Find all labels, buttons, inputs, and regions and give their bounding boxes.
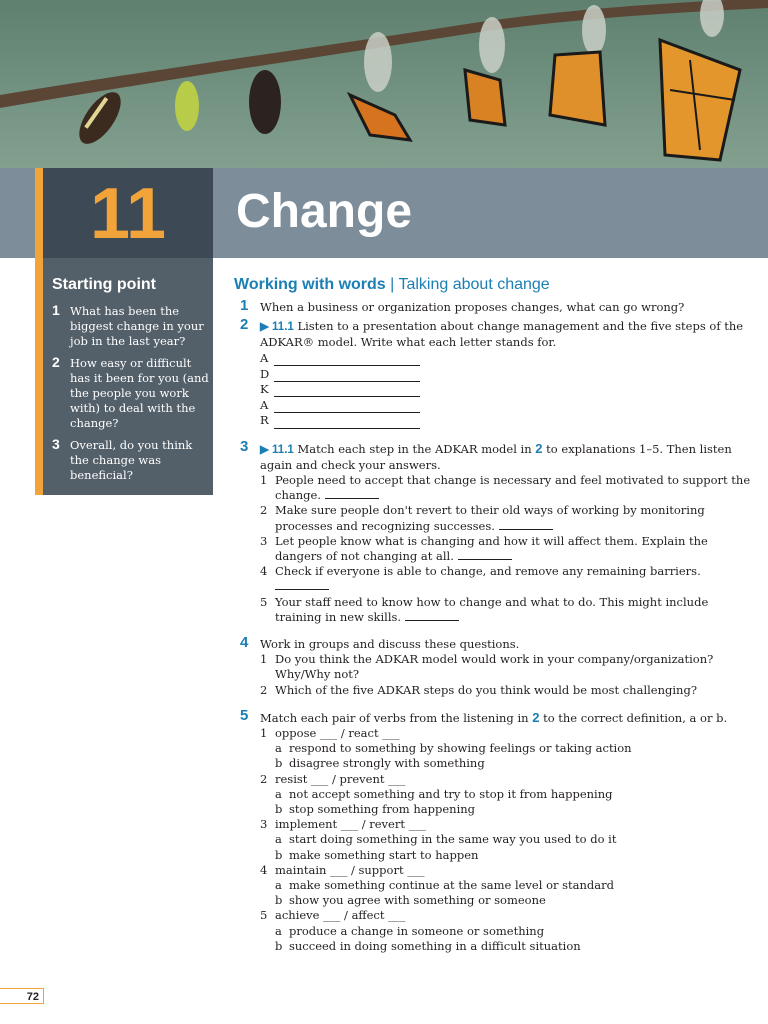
item-number: 2 bbox=[260, 682, 268, 697]
exercise-number: 5 bbox=[240, 706, 249, 724]
exercise-4 bbox=[234, 634, 754, 698]
option-a bbox=[260, 787, 754, 802]
list-item bbox=[260, 534, 754, 564]
starting-point-question bbox=[52, 438, 210, 482]
option-b bbox=[260, 848, 754, 863]
exercise-5 bbox=[234, 706, 754, 954]
letter: A bbox=[260, 351, 269, 365]
question-text: What has been the biggest change in your job in the last year? bbox=[70, 304, 204, 348]
option-b bbox=[260, 893, 754, 908]
option-a bbox=[260, 832, 754, 847]
option-letter: b bbox=[275, 802, 283, 817]
exercise-number: 3 bbox=[240, 437, 249, 455]
item-number: 1 bbox=[260, 726, 268, 741]
option-a bbox=[260, 924, 754, 939]
item-text: achieve ___ / affect ___ bbox=[275, 908, 406, 923]
item-number: 5 bbox=[260, 908, 268, 923]
option-text: start doing something in the same way you used to do it bbox=[289, 832, 617, 847]
exercise-instruction: Match each step in the ADKAR model in bbox=[293, 441, 536, 456]
section-heading-bold: Working with words bbox=[234, 276, 386, 293]
option-b bbox=[260, 756, 754, 771]
item-number: 3 bbox=[260, 533, 268, 548]
letter: R bbox=[260, 413, 269, 428]
item-text: maintain ___ / support ___ bbox=[275, 862, 425, 877]
option-letter: b bbox=[275, 847, 283, 862]
exercise-3 bbox=[234, 437, 754, 625]
exercise-instruction: When a business or organization proposes changes, what can go wrong? bbox=[260, 300, 685, 314]
list-item bbox=[260, 726, 754, 741]
unit-number: 11 bbox=[89, 174, 167, 254]
item-number: 2 bbox=[260, 503, 268, 518]
option-letter: b bbox=[275, 756, 283, 771]
answer-line bbox=[260, 413, 754, 429]
answer-line bbox=[260, 397, 754, 413]
exercise-number: 2 bbox=[240, 316, 249, 334]
list-item bbox=[260, 473, 754, 503]
orange-accent-strip bbox=[35, 168, 43, 495]
option-letter: a bbox=[275, 786, 282, 801]
option-text: respond to something by showing feelings or taking action bbox=[289, 741, 632, 756]
option-a bbox=[260, 741, 754, 756]
write-in-blank[interactable] bbox=[458, 549, 512, 560]
item-text: Do you think the ADKAR model would work in your company/organization? Why/Why not? bbox=[275, 652, 714, 682]
write-in-blank[interactable] bbox=[499, 519, 553, 530]
write-in-line[interactable] bbox=[274, 401, 420, 413]
exercise-reference: 2 bbox=[532, 709, 540, 725]
answer-line bbox=[260, 366, 754, 382]
option-letter: b bbox=[275, 938, 283, 953]
list-item bbox=[260, 683, 754, 698]
question-text: How easy or difficult has it been for you (and the people you work with) to deal with the change? bbox=[70, 356, 209, 430]
exercise-instruction: Match each pair of verbs from the listening in bbox=[260, 710, 533, 725]
list-item bbox=[260, 817, 754, 832]
option-letter: a bbox=[275, 741, 282, 756]
option-letter: a bbox=[275, 832, 282, 847]
list-item bbox=[260, 564, 754, 594]
option-letter: b bbox=[275, 893, 283, 908]
starting-point-question bbox=[52, 356, 210, 430]
list-item bbox=[260, 503, 754, 533]
option-text: not accept something and try to stop it from happening bbox=[289, 786, 613, 801]
option-text: disagree strongly with something bbox=[289, 756, 485, 771]
item-text: Check if everyone is able to change, and remove any remaining barriers. bbox=[275, 564, 701, 579]
main-content bbox=[234, 276, 754, 958]
audio-track-ref: ▶ 11.1 bbox=[260, 443, 294, 456]
list-item bbox=[260, 595, 754, 625]
item-text: implement ___ / revert ___ bbox=[275, 817, 426, 832]
section-heading-separator: | bbox=[385, 276, 399, 293]
write-in-blank[interactable] bbox=[275, 579, 329, 590]
exercise-instruction: to explanations 1–5. Then listen again and check your answers. bbox=[260, 441, 732, 472]
butterfly-metamorphosis-illustration bbox=[0, 0, 768, 168]
item-text: Which of the five ADKAR steps do you think would be most challenging? bbox=[275, 682, 697, 697]
item-text: resist ___ / prevent ___ bbox=[275, 771, 406, 786]
exercise-number: 4 bbox=[240, 634, 249, 652]
answer-line bbox=[260, 351, 754, 367]
item-number: 4 bbox=[260, 862, 268, 877]
banner-photo bbox=[0, 0, 768, 168]
write-in-line[interactable] bbox=[274, 385, 420, 397]
option-text: make something start to happen bbox=[289, 847, 479, 862]
section-heading bbox=[234, 276, 754, 294]
list-item bbox=[260, 652, 754, 682]
audio-track-ref: ▶ 11.1 bbox=[260, 321, 294, 334]
exercise-reference: 2 bbox=[535, 440, 543, 456]
unit-number-box bbox=[43, 168, 213, 258]
item-text: People need to accept that change is necessary and feel motivated to support the change. bbox=[275, 472, 751, 503]
page-number: 72 bbox=[0, 988, 44, 1004]
question-number: 1 bbox=[52, 302, 60, 318]
list-item bbox=[260, 772, 754, 787]
exercise-instruction: Listen to a presentation about change management and the five steps of the ADKAR® model. Write what each letter stands for. bbox=[260, 319, 744, 350]
item-number: 2 bbox=[260, 771, 268, 786]
write-in-blank[interactable] bbox=[405, 610, 459, 621]
starting-point-heading: Starting point bbox=[52, 276, 156, 293]
item-text: Make sure people don't revert to their old ways of working by monitoring processes and recognizing successes. bbox=[275, 503, 705, 533]
write-in-line[interactable] bbox=[274, 417, 420, 429]
option-b bbox=[260, 802, 754, 817]
unit-title: Change bbox=[236, 185, 413, 238]
option-text: make something continue at the same level or standard bbox=[289, 878, 615, 893]
option-a bbox=[260, 878, 754, 893]
answer-line bbox=[260, 382, 754, 398]
item-number: 5 bbox=[260, 594, 268, 609]
starting-point-question bbox=[52, 304, 210, 348]
exercise-instruction: to the correct definition, a or b. bbox=[539, 710, 728, 725]
option-text: stop something from happening bbox=[289, 802, 476, 817]
item-text: Let people know what is changing and how it will affect them. Explain the dangers of not changing at all. bbox=[275, 533, 708, 563]
item-number: 3 bbox=[260, 817, 268, 832]
starting-point-questions bbox=[52, 304, 210, 491]
item-number: 4 bbox=[260, 564, 268, 579]
question-number: 3 bbox=[52, 436, 60, 453]
option-b bbox=[260, 939, 754, 954]
exercise-1 bbox=[234, 297, 754, 315]
letter: A bbox=[260, 397, 269, 412]
option-letter: a bbox=[275, 878, 282, 893]
exercise-number: 1 bbox=[240, 297, 249, 314]
write-in-line[interactable] bbox=[274, 354, 420, 366]
option-letter: a bbox=[275, 923, 282, 938]
item-text: Your staff need to know how to change and what to do. This might include training in new skills. bbox=[275, 594, 709, 624]
option-text: show you agree with something or someone bbox=[289, 893, 546, 908]
list-item bbox=[260, 863, 754, 878]
letter: K bbox=[260, 382, 269, 397]
list-item bbox=[260, 908, 754, 923]
question-number: 2 bbox=[52, 354, 60, 371]
letter: D bbox=[260, 366, 270, 381]
item-number: 1 bbox=[260, 652, 268, 667]
write-in-line[interactable] bbox=[274, 370, 420, 382]
item-number: 1 bbox=[260, 472, 268, 487]
exercise-2 bbox=[234, 316, 754, 428]
write-in-blank[interactable] bbox=[325, 488, 379, 499]
question-text: Overall, do you think the change was beneficial? bbox=[70, 438, 193, 482]
section-heading-rest: Talking about change bbox=[398, 276, 550, 293]
item-text: oppose ___ / react ___ bbox=[275, 726, 400, 741]
option-text: produce a change in someone or something bbox=[289, 923, 545, 938]
starting-point-panel bbox=[43, 258, 213, 495]
exercise-instruction: Work in groups and discuss these questions. bbox=[260, 637, 520, 652]
option-text: succeed in doing something in a difficult situation bbox=[289, 938, 581, 953]
